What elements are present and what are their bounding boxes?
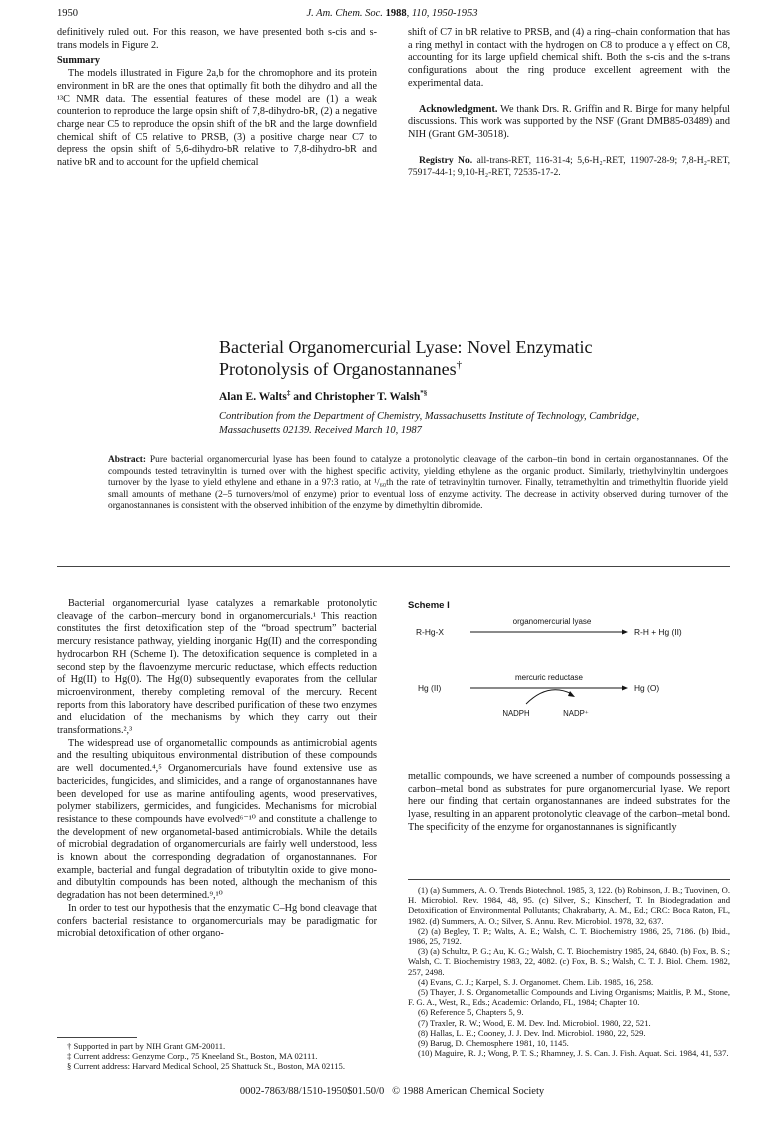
- acknowledgment: [408, 104, 730, 142]
- reference-item: (6) Reference 5, Chapters 5, 9.: [418, 1007, 524, 1018]
- cofactor-nadp-plus: NADP⁺: [563, 709, 589, 718]
- reference-item: (9) Barug, D. Chemosphere 1981, 10, 1145.: [418, 1038, 569, 1049]
- footnote-divider: [57, 1037, 137, 1038]
- cofactor-arrowhead: [568, 691, 575, 697]
- previous-article-column-left: [57, 27, 377, 170]
- affiliation: Contribution from the Department of Chemistry, Massachusetts Institute of Technology, Cambridge, Massachusetts 02139. Received March 10, 1987: [219, 411, 640, 436]
- reaction-1-products: R-H + Hg (II): [634, 627, 682, 637]
- page-footer: [0, 1086, 784, 1097]
- registry-label: Registry No.: [419, 154, 473, 166]
- abstract-divider: [57, 566, 730, 567]
- running-head: J. Am. Chem. Soc. 1988, 110, 1950-1953: [306, 8, 478, 19]
- footnote-item: ‡ Current address: Genzyme Corp., 75 Kneeland St., Boston, MA 02111.: [67, 1051, 318, 1062]
- footer-copyright: © 1988 American Chemical Society: [392, 1086, 545, 1097]
- cofactor-curve: [526, 690, 572, 704]
- reference-list: [408, 885, 730, 1058]
- previous-article-paragraph: definitively ruled out. For this reason, we have presented both s-cis and s-trans models in Figure 2.: [57, 27, 377, 51]
- article-title-line-1: Bacterial Organomercurial Lyase: Novel Enzymatic: [219, 337, 593, 357]
- abstract: [108, 455, 728, 513]
- reaction-2-product: Hg (O): [634, 683, 660, 693]
- reaction-2-enzyme: mercuric reductase: [514, 673, 584, 682]
- author-walsh: Christopher T. Walsh: [314, 391, 421, 403]
- author-walsh-mark: *§: [420, 389, 428, 398]
- footer-code: 0002-7863/88/1510-1950$01.50/0: [239, 1086, 385, 1097]
- abstract-text: Pure bacterial organomercurial lyase has been found to catalyze a protonolytic cleavage of the carbon–tin bond in certain organostannanes. Of the compounds tested tetravinyltin is turned over with the highest specific activity, yielding ethylene as the organic product. Similarly, triethylvinyltin undergoes turnover by the lyase to yield ethylene and ethane in a 97:3 ratio, at ¹/₆₀th the rate of tetravinyltin turnover. Finally, tetramethyltin and trimethyltin fluoride yield small amounts of methane (2–5 turnovers/mol of enzyme) prior to eventual loss of enzyme activity. The decrease in activity observed during turnover of the organostannanes is consistent with the observed inhibition of the enzyme by dimethyltin dibromide.: [108, 455, 729, 512]
- registry-text: all-trans-RET, 116-31-4; 5,6-H₂-RET, 11907-28-9; 7,8-H₂-RET, 75917-44-1; 9,10-H₂-RET, 72535-17-2.: [408, 154, 730, 179]
- scheme-1-diagram: [408, 598, 730, 768]
- reference-item: (7) Traxler, R. W.; Wood, E. M. Dev. Ind. Microbiol. 1980, 22, 521.: [418, 1017, 651, 1028]
- footnote-item: † Supported in part by NIH Grant GM-20011.: [67, 1041, 226, 1051]
- author-walts-mark: ‡: [286, 389, 291, 398]
- reference-item: (2) (a) Begley, T. P.; Walts, A. E.; Walsh, C. T. Biochemistry 1986, 25, 7186. (b) Ibid., 1986, 25, 7192.: [408, 925, 730, 947]
- reaction-1-enzyme: organomercurial lyase: [512, 617, 592, 626]
- summary-paragraph: The models illustrated in Figure 2a,b for the chromophore and its protein environment in bR are the ones that optimally fit both the dihydro and all the ¹³C NMR data. The essential features of these model are (1) a weak counterion to reproduce the large opsin shift of 7,8-dihydro-bR, (2) a negative charge near C5 to reproduce the opsin shift of the bR and the large downfield chemical shift of C5 relative to PRSB, (3) a positive charge near C7 to depress the opsin shift of 5,6-dihydro-bR relative to 7,8-dihydro-bR and native bR and to account for the upfield chemical: [57, 68, 377, 169]
- summary-heading: Summary: [57, 55, 101, 67]
- body-paragraph-3: In order to test our hypothesis that the enzymatic C–Hg bond cleavage that confers bacterial resistance to organomercurials may be paradigmatic for microbial detoxification of other organo-: [57, 902, 377, 940]
- reference-item: (3) (a) Schultz, P. G.; Au, K. G.; Walsh, C. T. Biochemistry 1985, 24, 6840. (b) Fox, B. S.; Walsh, C. T. Biochemistry 1983, 22, 4082. (c) Fox, B. S.; Walsh, C. T. J. Biol. Chem. 1982, 257, 2498.: [408, 946, 730, 977]
- reference-item: (1) (a) Summers, A. O. Trends Biotechnol. 1985, 3, 122. (b) Robinson, J. B.; Tuovinen, O. H. Microbiol. Rev. 1984, 48, 95. (c) Silver, S.; Kinscherf, T. In Biodegradation and Detoxification of Environmental Pollutants; Chakrabarty, A. M., Ed.; CRC: Boca Raton, FL, 1982. (d) Summers, A. O.; Silver, S. Annu. Rev. Microbiol. 1978, 32, 637.: [408, 885, 730, 926]
- reaction-2-arrowhead: [622, 686, 628, 691]
- scheme-label: Scheme I: [408, 600, 450, 611]
- journal-year: 1988: [385, 8, 407, 19]
- registry-numbers: [408, 155, 730, 180]
- body-paragraph-2: The widespread use of organometallic compounds as antimicrobial agents and the resulting ubiquitous environmental distribution of these compounds are well documented.⁴,⁵ Organomercurials have found extensive use as bactericides, fungicides, and slimicides, and a range of organostannanes have been developed for use as marine antifouling agents, wood preservatives, polymer stabilizers, germicides, and fungicides. Mechanisms for microbial resistance to these compounds have evolved⁶⁻¹⁰ and constitute a challenge to the development of new organometal-based antimicrobials. While the details of microbial degradation of organomercurials are fairly well understood, less is known about the corresponding degradation of organostannanes. For example, bacterial and fungal degradation of tributyltin oxide to give mono- and dibutyltin compounds has been noted, although the mechanism of this degradation has not been determined.⁹,¹⁰: [57, 737, 377, 902]
- acknowledgment-label: Acknowledgment.: [419, 103, 498, 115]
- acknowledgment-text: We thank Drs. R. Griffin and R. Birge for many helpful discussions. This work was supported by the NSF (Grant DMB85-03489) and NIH (Grant GM-30518).: [408, 103, 730, 140]
- journal-pages: 1950-1953: [432, 8, 478, 19]
- title-footnote-mark: †: [456, 359, 463, 371]
- previous-article-continuation: shift of C7 in bR relative to PRSB, and (4) a ring–chain conformation that has a ring methyl in contact with the hydrogen on C8 to produce a γ effect on C8, accounting for its large upfield chemical shift. Both the s-cis and the s-trans configurations about the ring produce excellent agreement with the experimental data.: [408, 27, 730, 89]
- scheme-1: [408, 598, 730, 768]
- body-column-left: [57, 598, 377, 941]
- body-column-right: [408, 771, 730, 835]
- author-list: [219, 391, 427, 403]
- footnote-list: [57, 1041, 377, 1072]
- journal-name: J. Am. Chem. Soc.: [306, 8, 383, 19]
- article-title-line-2: Protonolysis of Organostannanes†: [219, 359, 463, 379]
- cofactor-nadph: NADPH: [502, 709, 530, 718]
- body-paragraph-continued: metallic compounds, we have screened a number of compounds possessing a carbon–metal bond as substrates for pure organomercurial lyase. We report here our finding that certain organostannanes are indeed substrates for the lyase, resulting in an apparent protonolytic cleavage of the carbon–metal bond. The specificity of the enzyme for organostannanes is significantly: [408, 771, 730, 833]
- reference-item: (5) Thayer, J. S. Organometallic Compounds and Living Organisms; Maitlis, P. M., Stone, F. G. A., West, R., Eds.; Academic: Orlando, FL, 1984; Chapter 10.: [408, 987, 730, 1008]
- reference-item: (8) Hallas, L. E.; Cooney, J. J. Dev. Ind. Microbiol. 1980, 22, 529.: [418, 1027, 646, 1038]
- abstract-label: Abstract:: [108, 455, 147, 465]
- reaction-2-substrate: Hg (II): [418, 683, 442, 693]
- previous-article-column-right: [408, 27, 730, 180]
- references-divider: [408, 879, 730, 880]
- author-walts: Alan E. Walts: [219, 391, 287, 403]
- reaction-1-arrowhead: [622, 630, 628, 635]
- reference-item: (10) Maguire, R. J.; Wong, P. T. S.; Rhamney, J. S. Can. J. Fish. Aquat. Sci. 1984, 41, 537.: [418, 1048, 729, 1059]
- author-join: and: [290, 391, 315, 403]
- article-title: [219, 336, 719, 380]
- body-paragraph-1: Bacterial organomercurial lyase catalyzes a remarkable protonolytic cleavage of the carbon–mercury bond in organomercurials.¹ This reaction constitutes the first detoxification step of the “broad spectrum” bacterial mercury resistance pathway, yielding inorganic Hg(II) and the corresponding hydrocarbon RH (Scheme I). The detoxification sequence is completed in a second step by the flavoenzyme mercuric reductase, which effects reduction of Hg(II) to Hg(0). The Hg(0) subsequently evaporates from the cellular microenvironment, thereby completing removal of the mercury. Recent reports from this laboratory have described purification of these two enzymes and elucidation of the mechanisms by which they carry out their transformations.²,³: [57, 598, 377, 737]
- reference-item: (4) Evans, C. J.; Karpel, S. J. Organomet. Chem. Lib. 1985, 16, 258.: [418, 976, 654, 987]
- reaction-1-substrate: R-Hg-X: [416, 627, 444, 637]
- page-number: 1950: [57, 8, 78, 19]
- footnote-item: § Current address: Harvard Medical School, 25 Shattuck St., Boston, MA 02115.: [67, 1061, 345, 1072]
- journal-volume: 110: [411, 8, 427, 19]
